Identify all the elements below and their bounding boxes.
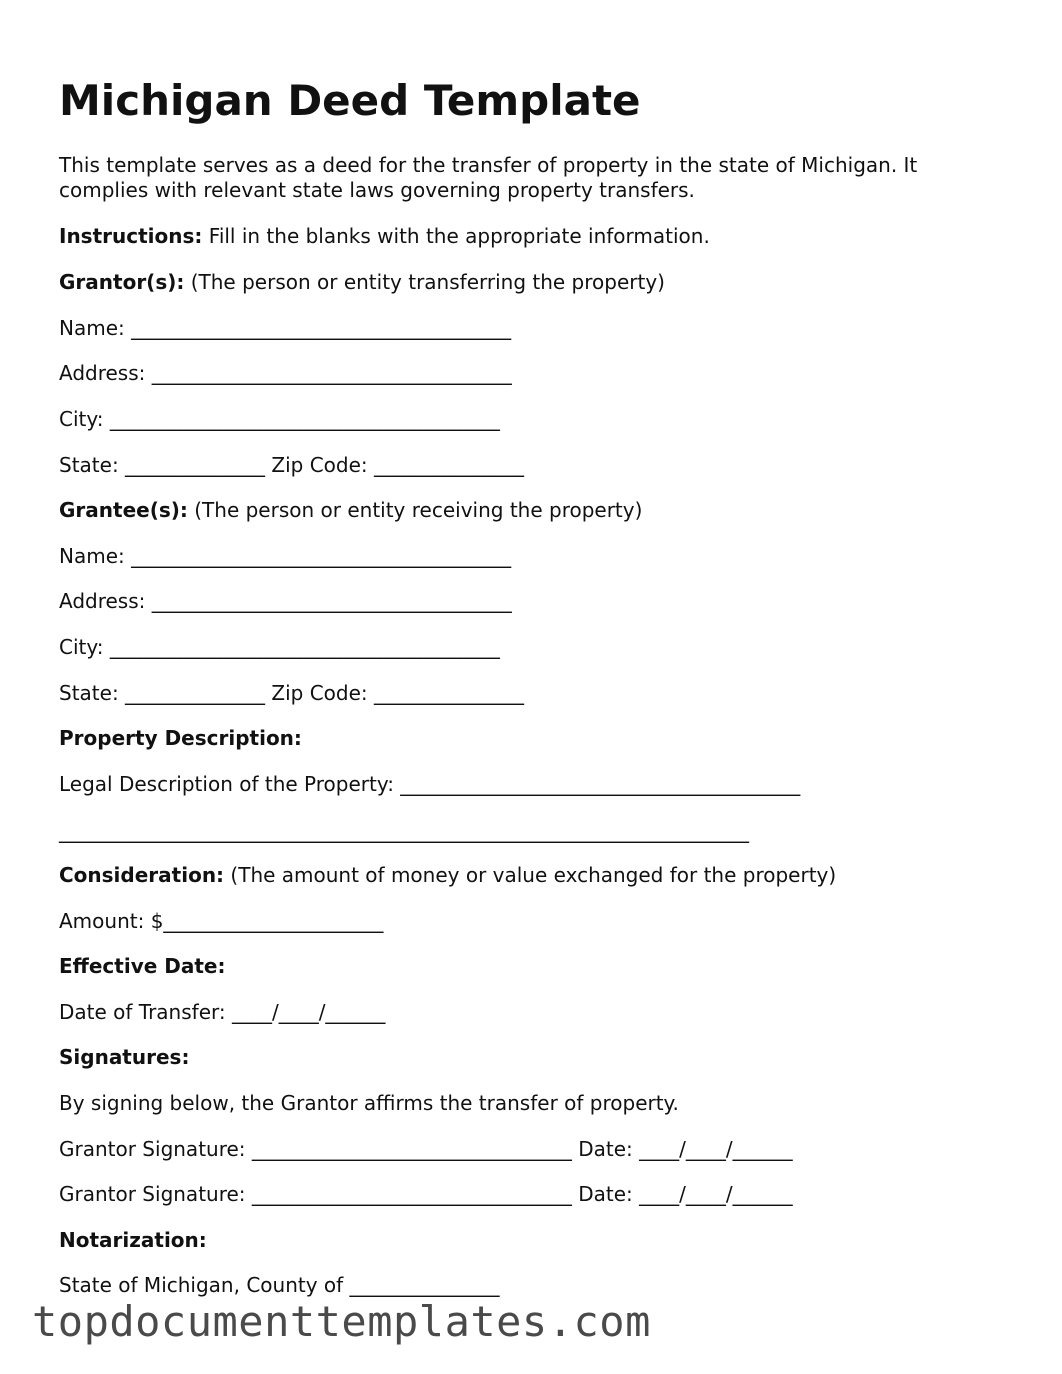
grantor-name-field[interactable]: Name: ______________________________________ — [59, 316, 512, 340]
grantee-name-field[interactable]: Name: ______________________________________ — [59, 544, 512, 568]
grantor-heading — [59, 269, 665, 295]
legal-description-continued-field[interactable]: _____________________________________________________________________ — [59, 819, 749, 843]
grantor-state-zip-field[interactable]: State: ______________ Zip Code: _______________ — [59, 453, 524, 477]
consideration-heading — [59, 862, 836, 888]
property-heading — [59, 725, 302, 751]
grantor-address-field[interactable]: Address: ____________________________________ — [59, 361, 512, 385]
grantor-signature-field-1[interactable]: Grantor Signature: ________________________________ Date: ____/____/______ — [59, 1137, 793, 1161]
grantee-label: Grantee(s): — [59, 498, 188, 522]
intro-paragraph: This template serves as a deed for the transfer of property in the state of Michigan. It complies with relevant state laws governing property transfers. — [59, 153, 918, 202]
notarization-label: Notarization: — [59, 1228, 207, 1252]
effective-date-label: Effective Date: — [59, 954, 226, 978]
page-title: Michigan Deed Template — [59, 76, 641, 125]
grantor-label: Grantor(s): — [59, 270, 185, 294]
grantee-heading — [59, 497, 642, 523]
consideration-label: Consideration: — [59, 863, 225, 887]
grantor-text: (The person or entity transferring the property) — [184, 270, 665, 294]
grantee-address-field[interactable]: Address: ____________________________________ — [59, 589, 512, 613]
grantor-signature-field-2[interactable]: Grantor Signature: ________________________________ Date: ____/____/______ — [59, 1182, 793, 1206]
property-label: Property Description: — [59, 726, 302, 750]
county-field[interactable]: State of Michigan, County of _______________ — [59, 1273, 500, 1297]
effective-date-heading — [59, 953, 225, 979]
instructions-line — [59, 223, 710, 249]
site-watermark: topdocumenttemplates.com — [32, 1297, 651, 1346]
signatures-label: Signatures: — [59, 1045, 190, 1069]
grantee-state-zip-field[interactable]: State: ______________ Zip Code: _______________ — [59, 681, 524, 705]
instructions-text: Fill in the blanks with the appropriate information. — [202, 224, 710, 248]
grantee-city-field[interactable]: City: _______________________________________ — [59, 635, 500, 659]
legal-description-field[interactable]: Legal Description of the Property: ________________________________________ — [59, 772, 801, 796]
grantor-city-field[interactable]: City: _______________________________________ — [59, 407, 500, 431]
consideration-text: (The amount of money or value exchanged for the property) — [224, 863, 837, 887]
signatures-heading — [59, 1044, 189, 1070]
notarization-heading — [59, 1227, 207, 1253]
grantee-text: (The person or entity receiving the property) — [187, 498, 643, 522]
instructions-label: Instructions: — [59, 224, 203, 248]
amount-field[interactable]: Amount: $______________________ — [59, 909, 384, 933]
signatures-statement: By signing below, the Grantor affirms the transfer of property. — [59, 1091, 679, 1115]
date-of-transfer-field[interactable]: Date of Transfer: ____/____/______ — [59, 1000, 386, 1024]
